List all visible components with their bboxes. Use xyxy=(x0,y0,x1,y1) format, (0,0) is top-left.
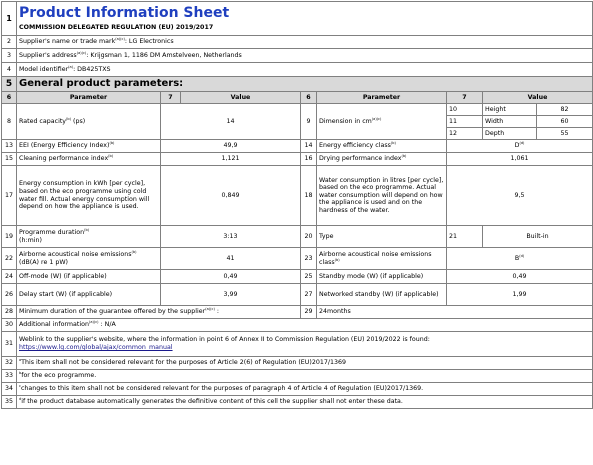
label-text: Additional information xyxy=(19,321,89,329)
row-number: 27 xyxy=(301,284,317,306)
table-row xyxy=(2,332,593,357)
col7-header: 7 xyxy=(161,92,181,104)
footnote xyxy=(17,370,593,383)
standby-label: Standby mode (W) (if applicable) xyxy=(317,270,447,284)
supplier-address-cell xyxy=(17,49,593,63)
footnote-ref: (a)(c) xyxy=(371,116,382,121)
programme-duration-label xyxy=(17,226,161,248)
row-number: 9 xyxy=(301,104,317,140)
footnote-ref: (a) xyxy=(68,64,74,69)
row-number: 8 xyxy=(2,104,17,140)
type-value: Built-in xyxy=(483,226,593,248)
water-consumption-value: 9,5 xyxy=(447,166,593,226)
height-label: Height xyxy=(483,104,537,116)
footnote-ref: (b) xyxy=(131,249,137,254)
row-number: 20 xyxy=(301,226,317,248)
column-header-row xyxy=(2,92,593,104)
row-number: 30 xyxy=(2,319,17,332)
row-number: 26 xyxy=(2,284,17,306)
footnote-row xyxy=(2,357,593,370)
cleaning-label xyxy=(17,153,161,166)
footnote-ref: (b) xyxy=(66,116,71,121)
energy-consumption-value: 0,849 xyxy=(161,166,301,226)
row-number: 3 xyxy=(2,49,17,63)
energy-class-value xyxy=(447,140,593,153)
row-number: 22 xyxy=(2,248,17,270)
row-number: 6 xyxy=(2,92,17,104)
table-row xyxy=(2,226,593,248)
water-consumption-label: Water consumption in litres [per cycle], based on the eco programme. Actual water consumption will depend on how the appliance is used and on the hardness of the water. xyxy=(317,166,447,226)
footnote-mark: c xyxy=(19,384,21,389)
row-number: 24 xyxy=(2,270,17,284)
guarantee-value: 24months xyxy=(317,306,593,319)
title-cell xyxy=(17,2,593,36)
supplier-name-row xyxy=(2,36,593,49)
footnote xyxy=(17,357,593,370)
off-mode-value: 0,49 xyxy=(161,270,301,284)
footnote-text: changes to this item shall not be considered relevant for the purposes of paragraph 4 of Article 4 of Regulation (EU)2017/1369. xyxy=(20,385,424,393)
footnote-text: for the eco programme. xyxy=(21,372,97,380)
row-number: 31 xyxy=(2,332,17,357)
row-number: 10 xyxy=(447,104,483,116)
footnote-ref: (a)(c) xyxy=(76,50,87,55)
table-row xyxy=(2,306,593,319)
label-text: Energy efficiency class xyxy=(319,142,391,150)
noise-class-label xyxy=(317,248,447,270)
col7-header: 7 xyxy=(447,92,483,104)
row-number: 16 xyxy=(301,153,317,166)
footnote-ref: (a)(c) xyxy=(115,37,125,42)
depth-value: 55 xyxy=(537,128,593,140)
table-row xyxy=(2,153,593,166)
eei-label xyxy=(17,140,161,153)
label-tail: (ps) xyxy=(70,117,86,125)
footnote-text: if the product database automatically generates the definitive content of this cell the supplier shall not enter these data. xyxy=(21,398,403,406)
manual-link[interactable]: https://www.lg.com/global/ajax/common_manual xyxy=(19,344,173,351)
footnote-ref: (b) xyxy=(390,141,396,146)
row-number: 23 xyxy=(301,248,317,270)
supplier-name-cell xyxy=(17,36,593,49)
label-text: Programme duration xyxy=(19,228,85,236)
supplier-address-label: Supplier's address xyxy=(19,51,77,59)
table-row xyxy=(2,166,593,226)
delay-start-label: Delay start (W) (if applicable) xyxy=(17,284,161,306)
rated-capacity-value: 14 xyxy=(161,104,301,140)
label-text: Drying performance index xyxy=(319,155,402,163)
value-header: Value xyxy=(483,92,593,104)
table-row xyxy=(2,140,593,153)
width-value: 60 xyxy=(537,116,593,128)
label-text: EEI (Energy Efficiency Index) xyxy=(19,142,110,150)
off-mode-label: Off-mode (W) (if applicable) xyxy=(17,270,161,284)
footnote-mark: a xyxy=(19,358,22,363)
title-row xyxy=(2,2,593,36)
footnote-ref: (b) xyxy=(401,154,407,159)
footnote-ref: (b) xyxy=(334,257,340,262)
row-number: 11 xyxy=(447,116,483,128)
footnote-mark: b xyxy=(19,371,22,376)
general-section-row xyxy=(2,77,593,92)
table-row xyxy=(2,319,593,332)
additional-information xyxy=(17,319,593,332)
supplier-name-value: : LG Electronics xyxy=(124,38,174,46)
weblink-cell xyxy=(17,332,593,357)
supplier-address-value: : Krijgsman 1, 1186 DM Amstelveen, Netherlands xyxy=(86,51,242,59)
row-number: 25 xyxy=(301,270,317,284)
footnote-ref: (b) xyxy=(109,141,115,146)
general-parameters-heading: General product parameters: xyxy=(19,78,184,89)
drying-value: 1,061 xyxy=(447,153,593,166)
footnote-ref: (b) xyxy=(84,227,90,232)
eei-value: 49,9 xyxy=(161,140,301,153)
label-tail: : xyxy=(214,308,219,316)
product-information-sheet xyxy=(1,1,593,409)
model-identifier-label: Model identifier xyxy=(19,65,69,73)
parameter-header: Parameter xyxy=(317,92,447,104)
type-label: Type xyxy=(317,226,447,248)
row-number: 29 xyxy=(301,306,317,319)
noise-class-value xyxy=(447,248,593,270)
row-number: 21 xyxy=(447,226,483,248)
table-row xyxy=(2,284,593,306)
supplier-address-row xyxy=(2,49,593,63)
weblink-description: Weblink to the supplier's website, where the information in point 6 of Annex II to Commission Regulation (EU) 2019/2022 is found: xyxy=(19,336,430,344)
value-header: Value xyxy=(181,92,301,104)
row-number: 34 xyxy=(2,383,17,396)
row-number: 17 xyxy=(2,166,17,226)
parameter-header: Parameter xyxy=(17,92,161,104)
row-number: 4 xyxy=(2,63,17,77)
model-identifier-value: : DB425TXS xyxy=(73,65,111,73)
delay-start-value: 3,99 xyxy=(161,284,301,306)
row-number: 33 xyxy=(2,370,17,383)
table-row xyxy=(2,104,593,116)
width-label: Width xyxy=(483,116,537,128)
programme-duration-value: 3:13 xyxy=(161,226,301,248)
label-text: Minimum duration of the guarantee offered by the supplier xyxy=(19,308,206,316)
label-tail: : N/A xyxy=(98,321,116,329)
networked-standby-label: Networked standby (W) (if applicable) xyxy=(317,284,447,306)
regulation-subtitle: COMMISSION DELEGATED REGULATION (EU) 2019/2017 xyxy=(19,23,214,31)
row-number: 1 xyxy=(2,2,17,36)
footnote-ref: (d) xyxy=(519,253,525,258)
row-number: 32 xyxy=(2,357,17,370)
networked-standby-value: 1,99 xyxy=(447,284,593,306)
label-text: Dimension in cm xyxy=(319,117,372,125)
row-number: 2 xyxy=(2,36,17,49)
footnote-mark: d xyxy=(19,397,22,402)
value-text: D xyxy=(514,142,520,150)
footnote-text: This item shall not be considered relevant for the purposes of Article 2(6) of Regulation (EU)2017/1369 xyxy=(21,359,347,367)
dimension-label xyxy=(317,104,447,140)
label-text: Rated capacity xyxy=(19,117,67,125)
footnote-ref: (b) xyxy=(108,154,114,159)
col6-header: 6 xyxy=(301,92,317,104)
label-text: Airborne acoustical noise emissions class xyxy=(319,250,432,266)
table-row xyxy=(2,248,593,270)
row-number: 18 xyxy=(301,166,317,226)
section-title xyxy=(17,77,593,92)
energy-class-label xyxy=(317,140,447,153)
row-number: 5 xyxy=(2,77,17,92)
cleaning-value: 1,121 xyxy=(161,153,301,166)
label-text: Airborne acoustical noise emissions xyxy=(19,250,132,258)
drying-label xyxy=(317,153,447,166)
footnote-ref: (d) xyxy=(519,141,525,146)
label-unit: (dB(A) re 1 pW) xyxy=(19,258,69,266)
row-number: 12 xyxy=(447,128,483,140)
row-number: 35 xyxy=(2,396,17,409)
model-identifier-row xyxy=(2,63,593,77)
footnote xyxy=(17,396,593,409)
label-unit: (h:min) xyxy=(19,236,42,244)
noise-emissions-label xyxy=(17,248,161,270)
row-number: 13 xyxy=(2,140,17,153)
label-text: Cleaning performance index xyxy=(19,155,109,163)
footnote xyxy=(17,383,593,396)
energy-consumption-label: Energy consumption in kWh [per cycle], based on the eco programme using cold water fill. Actual energy consumption will depend on how the appliance is used. xyxy=(17,166,161,226)
model-identifier-cell xyxy=(17,63,593,77)
supplier-name-label: Supplier's name or trade mark xyxy=(19,38,116,46)
row-number: 28 xyxy=(2,306,17,319)
table-row xyxy=(2,270,593,284)
footnote-row xyxy=(2,370,593,383)
height-value: 82 xyxy=(537,104,593,116)
row-number: 19 xyxy=(2,226,17,248)
noise-emissions-value: 41 xyxy=(161,248,301,270)
depth-label: Depth xyxy=(483,128,537,140)
footnote-ref: (a)(c) xyxy=(88,320,99,325)
standby-value: 0,49 xyxy=(447,270,593,284)
value-text: B xyxy=(514,254,520,262)
rated-capacity-label xyxy=(17,104,161,140)
guarantee-label xyxy=(17,306,301,319)
page-title: Product Information Sheet xyxy=(19,4,230,21)
row-number: 15 xyxy=(2,153,17,166)
row-number: 14 xyxy=(301,140,317,153)
footnote-row xyxy=(2,383,593,396)
footnote-ref: (a)(c) xyxy=(205,307,215,312)
footnote-row xyxy=(2,396,593,409)
